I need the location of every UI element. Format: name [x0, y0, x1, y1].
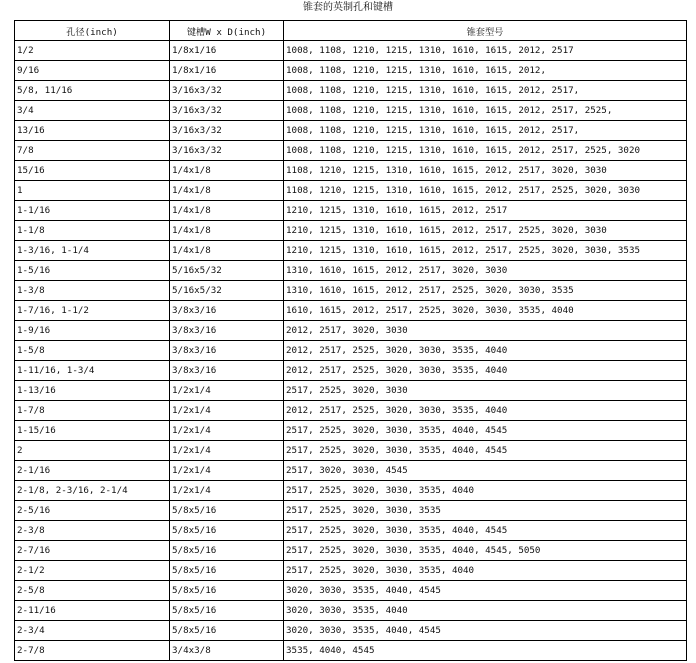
bore-size-cell: 1/2 [15, 41, 170, 61]
table-row [15, 61, 687, 81]
bushing-models-cell: 1008, 1108, 1210, 1215, 1310, 1610, 1615, 2012, 2517 [284, 41, 687, 61]
bushing-models-cell: 3020, 3030, 3535, 4040, 4545 [284, 581, 687, 601]
bushing-models-cell: 2517, 2525, 3020, 3030, 3535, 4040, 4545 [284, 441, 687, 461]
table-row [15, 301, 687, 321]
bore-size-cell: 1-1/8 [15, 221, 170, 241]
table-row [15, 41, 687, 61]
bore-size-cell: 1-7/8 [15, 401, 170, 421]
bore-size-cell: 2-1/8, 2-3/16, 2-1/4 [15, 481, 170, 501]
bore-size-cell: 1-3/16, 1-1/4 [15, 241, 170, 261]
bore-size-cell: 1 [15, 181, 170, 201]
bore-size-cell: 3/4 [15, 101, 170, 121]
table-row [15, 381, 687, 401]
keyway-size-cell: 5/8x5/16 [170, 521, 284, 541]
bushing-models-cell: 2517, 2525, 3020, 3030, 3535 [284, 501, 687, 521]
table-row [15, 341, 687, 361]
bushing-models-cell: 3020, 3030, 3535, 4040, 4545 [284, 621, 687, 641]
bushing-models-cell: 2517, 2525, 3020, 3030, 3535, 4040, 4545, 5050 [284, 541, 687, 561]
bushing-models-cell: 1008, 1108, 1210, 1215, 1310, 1610, 1615, 2012, 2517, [284, 81, 687, 101]
header-bushing-models: 锥套型号 [284, 21, 687, 41]
bushing-models-cell: 1610, 1615, 2012, 2517, 2525, 3020, 3030, 3535, 4040 [284, 301, 687, 321]
keyway-size-cell: 5/8x5/16 [170, 621, 284, 641]
table-row [15, 181, 687, 201]
table-row [15, 501, 687, 521]
keyway-size-cell: 3/16x3/32 [170, 121, 284, 141]
bore-size-cell: 2-1/16 [15, 461, 170, 481]
table-row [15, 321, 687, 341]
bore-size-cell: 13/16 [15, 121, 170, 141]
bore-size-cell: 5/8, 11/16 [15, 81, 170, 101]
keyway-size-cell: 5/8x5/16 [170, 541, 284, 561]
bore-size-cell: 2-5/8 [15, 581, 170, 601]
bore-size-cell: 2-11/16 [15, 601, 170, 621]
bore-size-cell: 1-13/16 [15, 381, 170, 401]
keyway-size-cell: 3/8x3/16 [170, 341, 284, 361]
keyway-size-cell: 5/8x5/16 [170, 561, 284, 581]
keyway-size-cell: 1/8x1/16 [170, 41, 284, 61]
keyway-size-cell: 5/8x5/16 [170, 581, 284, 601]
table-row [15, 141, 687, 161]
bushing-models-cell: 1108, 1210, 1215, 1310, 1610, 1615, 2012, 2517, 3020, 3030 [284, 161, 687, 181]
bushing-models-cell: 2517, 2525, 3020, 3030, 3535, 4040 [284, 561, 687, 581]
bushing-models-cell: 2012, 2517, 2525, 3020, 3030, 3535, 4040 [284, 341, 687, 361]
bushing-models-cell: 1210, 1215, 1310, 1610, 1615, 2012, 2517, 2525, 3020, 3030 [284, 221, 687, 241]
table-row [15, 401, 687, 421]
keyway-size-cell: 5/16x5/32 [170, 261, 284, 281]
bore-size-cell: 1-15/16 [15, 421, 170, 441]
keyway-size-cell: 5/16x5/32 [170, 281, 284, 301]
bushing-models-cell: 1210, 1215, 1310, 1610, 1615, 2012, 2517 [284, 201, 687, 221]
bore-size-cell: 15/16 [15, 161, 170, 181]
table-row [15, 521, 687, 541]
table-row [15, 161, 687, 181]
bore-size-cell: 1-5/8 [15, 341, 170, 361]
bore-size-cell: 2 [15, 441, 170, 461]
table-row [15, 541, 687, 561]
table-row [15, 601, 687, 621]
bore-size-cell: 1-9/16 [15, 321, 170, 341]
table-row [15, 241, 687, 261]
bore-size-cell: 7/8 [15, 141, 170, 161]
keyway-size-cell: 1/2x1/4 [170, 381, 284, 401]
bushing-bore-keyway-table [14, 20, 687, 661]
bushing-models-cell: 2012, 2517, 3020, 3030 [284, 321, 687, 341]
bushing-models-cell: 1008, 1108, 1210, 1215, 1310, 1610, 1615, 2012, 2517, [284, 121, 687, 141]
keyway-size-cell: 1/2x1/4 [170, 401, 284, 421]
table-row [15, 641, 687, 661]
keyway-size-cell: 1/4x1/8 [170, 241, 284, 261]
table-row [15, 281, 687, 301]
keyway-size-cell: 3/8x3/16 [170, 361, 284, 381]
bore-size-cell: 1-11/16, 1-3/4 [15, 361, 170, 381]
bore-size-cell: 2-3/4 [15, 621, 170, 641]
table-row [15, 621, 687, 641]
table-row [15, 81, 687, 101]
bore-size-cell: 2-1/2 [15, 561, 170, 581]
bushing-models-cell: 1310, 1610, 1615, 2012, 2517, 2525, 3020, 3030, 3535 [284, 281, 687, 301]
keyway-size-cell: 1/4x1/8 [170, 181, 284, 201]
header-bore-inch: 孔径(inch) [15, 21, 170, 41]
bushing-models-cell: 1210, 1215, 1310, 1610, 1615, 2012, 2517, 2525, 3020, 3030, 3535 [284, 241, 687, 261]
keyway-size-cell: 3/4x3/8 [170, 641, 284, 661]
keyway-size-cell: 3/8x3/16 [170, 321, 284, 341]
bore-size-cell: 2-7/16 [15, 541, 170, 561]
bushing-models-cell: 1008, 1108, 1210, 1215, 1310, 1610, 1615, 2012, 2517, 2525, [284, 101, 687, 121]
table-row [15, 561, 687, 581]
bushing-models-cell: 2012, 2517, 2525, 3020, 3030, 3535, 4040 [284, 361, 687, 381]
keyway-size-cell: 3/16x3/32 [170, 81, 284, 101]
keyway-size-cell: 1/2x1/4 [170, 441, 284, 461]
bore-size-cell: 9/16 [15, 61, 170, 81]
bushing-models-cell: 2517, 2525, 3020, 3030 [284, 381, 687, 401]
table-row [15, 221, 687, 241]
keyway-size-cell: 3/8x3/16 [170, 301, 284, 321]
table-row [15, 121, 687, 141]
table-row [15, 201, 687, 221]
table-row [15, 461, 687, 481]
header-keyway-inch: 键槽W x D(inch) [170, 21, 284, 41]
page-title: 锥套的英制孔和键槽 [303, 2, 393, 13]
bushing-models-cell: 2012, 2517, 2525, 3020, 3030, 3535, 4040 [284, 401, 687, 421]
table-row [15, 101, 687, 121]
table-row [15, 421, 687, 441]
table-row [15, 481, 687, 501]
keyway-size-cell: 1/2x1/4 [170, 461, 284, 481]
keyway-size-cell: 1/2x1/4 [170, 421, 284, 441]
bore-size-cell: 2-3/8 [15, 521, 170, 541]
bushing-models-cell: 1310, 1610, 1615, 2012, 2517, 3020, 3030 [284, 261, 687, 281]
keyway-size-cell: 1/4x1/8 [170, 161, 284, 181]
bore-size-cell: 1-5/16 [15, 261, 170, 281]
bushing-models-cell: 3020, 3030, 3535, 4040 [284, 601, 687, 621]
table-row [15, 581, 687, 601]
bushing-models-cell: 1008, 1108, 1210, 1215, 1310, 1610, 1615, 2012, [284, 61, 687, 81]
keyway-size-cell: 5/8x5/16 [170, 601, 284, 621]
keyway-size-cell: 5/8x5/16 [170, 501, 284, 521]
bushing-models-cell: 1108, 1210, 1215, 1310, 1610, 1615, 2012, 2517, 2525, 3020, 3030 [284, 181, 687, 201]
bore-size-cell: 2-5/16 [15, 501, 170, 521]
bore-size-cell: 1-1/16 [15, 201, 170, 221]
table-row [15, 441, 687, 461]
table-header-row [15, 21, 687, 41]
bushing-models-cell: 2517, 2525, 3020, 3030, 3535, 4040, 4545 [284, 521, 687, 541]
table-row [15, 261, 687, 281]
keyway-size-cell: 1/4x1/8 [170, 221, 284, 241]
bushing-models-cell: 2517, 3020, 3030, 4545 [284, 461, 687, 481]
bushing-models-cell: 2517, 2525, 3020, 3030, 3535, 4040 [284, 481, 687, 501]
bore-size-cell: 1-3/8 [15, 281, 170, 301]
keyway-size-cell: 3/16x3/32 [170, 141, 284, 161]
keyway-size-cell: 3/16x3/32 [170, 101, 284, 121]
bore-size-cell: 1-7/16, 1-1/2 [15, 301, 170, 321]
bore-size-cell: 2-7/8 [15, 641, 170, 661]
bushing-models-cell: 2517, 2525, 3020, 3030, 3535, 4040, 4545 [284, 421, 687, 441]
keyway-size-cell: 1/2x1/4 [170, 481, 284, 501]
table-row [15, 361, 687, 381]
bushing-models-cell: 1008, 1108, 1210, 1215, 1310, 1610, 1615, 2012, 2517, 2525, 3020 [284, 141, 687, 161]
keyway-size-cell: 1/4x1/8 [170, 201, 284, 221]
keyway-size-cell: 1/8x1/16 [170, 61, 284, 81]
bushing-models-cell: 3535, 4040, 4545 [284, 641, 687, 661]
